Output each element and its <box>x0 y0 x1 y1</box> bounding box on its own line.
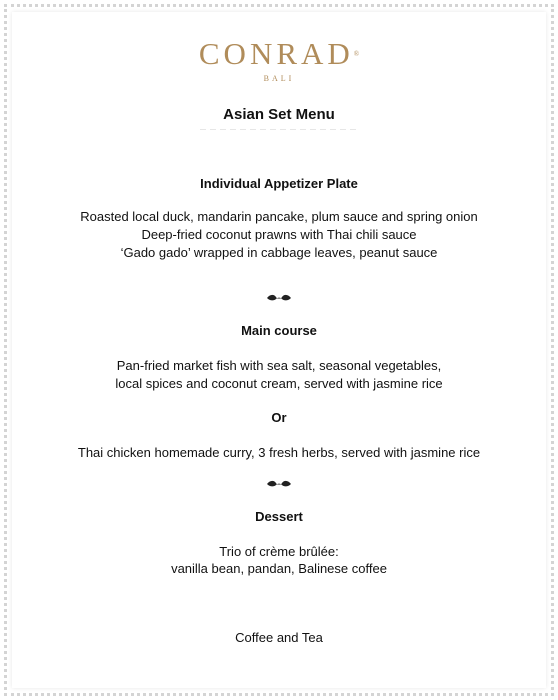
appetizer-line-1: Roasted local duck, mandarin pancake, plum sauce and spring onion <box>80 209 478 224</box>
section-heading-dessert: Dessert <box>255 509 303 524</box>
dessert-line-2: vanilla bean, pandan, Balinese coffee <box>171 561 387 576</box>
section-heading-main: Main course <box>241 323 317 338</box>
flourish-divider-icon <box>265 479 293 489</box>
flourish-divider-icon <box>265 293 293 303</box>
menu-title: Asian Set Menu <box>223 106 335 123</box>
title-faint-rule <box>200 129 360 130</box>
main-line-1: Pan-fried market fish with sea salt, seasonal vegetables, <box>116 358 442 373</box>
appetizer-line-2: Deep-fried coconut prawns with Thai chili sauce <box>141 227 417 242</box>
main-or-label: Or <box>271 410 287 425</box>
logo-wordmark <box>0 36 558 72</box>
closing-line: Coffee and Tea <box>235 630 323 645</box>
section-heading-appetizer: Individual Appetizer Plate <box>200 176 358 191</box>
dessert-line-1: Trio of crème brûlée: <box>219 544 339 559</box>
main-alt-line: Thai chicken homemade curry, 3 fresh herbs, served with jasmine rice <box>77 445 481 460</box>
appetizer-line-3: ‘Gado gado’ wrapped in cabbage leaves, peanut sauce <box>120 245 438 260</box>
logo-brand: CONRAD <box>198 36 354 71</box>
logo-location: BALI <box>263 74 295 83</box>
conrad-logo <box>0 36 558 85</box>
logo-registered-mark: ® <box>353 50 360 58</box>
main-line-2: local spices and coconut cream, served with jasmine rice <box>115 376 443 391</box>
